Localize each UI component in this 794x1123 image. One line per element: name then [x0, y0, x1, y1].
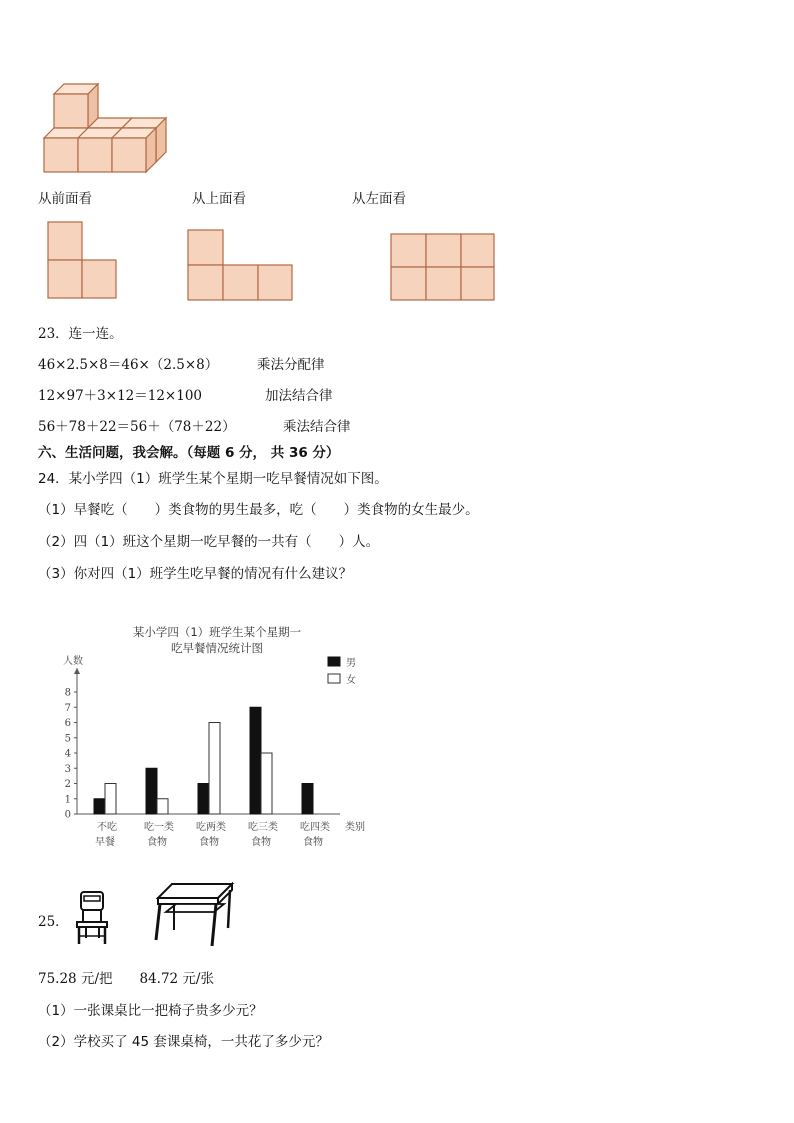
chart-y-ticks [65, 688, 77, 821]
cube-stack-figure [40, 80, 175, 175]
category-label: 吃三类 [248, 822, 278, 833]
y-tick-label: 3 [64, 763, 71, 775]
y-tick-label: 0 [64, 809, 71, 821]
bar-male-2 [198, 784, 209, 815]
left-view-label: 从左面看 [352, 191, 406, 207]
bar-male-3 [250, 707, 261, 814]
chair-icon [72, 888, 112, 948]
y-tick-label: 7 [64, 702, 71, 714]
q25-sub-2: （2）学校买了 45 套课桌椅，一共花了多少元？ [38, 1034, 329, 1050]
y-tick-label: 2 [64, 779, 71, 790]
y-tick-label: 8 [64, 687, 71, 699]
category-label: 吃四类 [300, 822, 330, 833]
category-label-line-2: 食物 [147, 837, 167, 848]
category-label-line-2: 食物 [199, 837, 219, 848]
q24-sub-2: （2）四（1）班这个星期一吃早餐的一共有（ ）人。 [38, 534, 380, 550]
q24-title: 24．某小学四（1）班学生某个星期一吃早餐情况如下图。 [38, 471, 388, 487]
chart-bars [94, 707, 313, 814]
legend-swatch-female [328, 674, 340, 683]
chart-legend [328, 657, 356, 686]
breakfast-bar-chart [55, 620, 385, 860]
chart-categories [95, 820, 330, 848]
bar-male-1 [146, 768, 157, 814]
left-view-shape [389, 232, 497, 302]
bar-male-4 [302, 784, 313, 815]
x-axis-label: 类别 [345, 822, 365, 833]
category-label: 吃一类 [144, 822, 174, 833]
bar-male-0 [94, 799, 105, 814]
category-label-line-2: 食物 [251, 837, 271, 848]
q23-law-3: 乘法结合律 [283, 419, 351, 435]
front-view-shape [46, 220, 120, 300]
bar-female-1 [157, 799, 168, 814]
chart-title-line-2: 吃早餐情况统计图 [171, 641, 263, 655]
bar-female-2 [209, 723, 220, 815]
q23-expr-2: 12×97＋3×12＝12×100 [38, 388, 203, 404]
q25-sub-1: （1）一张课桌比一把椅子贵多少元？ [38, 1003, 263, 1019]
y-axis-arrow [74, 668, 80, 674]
y-tick-label: 6 [64, 718, 71, 729]
bar-female-3 [261, 753, 272, 814]
q24-sub-3: （3）你对四（1）班学生吃早餐的情况有什么建议？ [38, 566, 353, 582]
y-tick-label: 5 [64, 733, 71, 745]
y-tick-label: 1 [64, 794, 71, 806]
legend-swatch-male [328, 657, 340, 666]
front-view-label: 从前面看 [38, 191, 92, 207]
y-tick-label: 4 [64, 748, 71, 760]
q23-expr-3: 56＋78＋22＝56＋（78＋22） [38, 419, 236, 435]
section-6-heading: 六、生活问题，我会解。（每题 6 分， 共 36 分） [38, 445, 340, 461]
q23-law-1: 乘法分配律 [257, 357, 325, 373]
category-label: 不吃 [97, 822, 117, 833]
chart-title-line-1: 某小学四（1）班学生某个星期一 [132, 625, 302, 639]
bar-female-0 [105, 784, 116, 815]
y-axis-label: 人数 [63, 656, 83, 667]
q23-expr-1: 46×2.5×8＝46×（2.5×8） [38, 357, 219, 373]
q25-number: 25． [38, 914, 69, 930]
desk-icon [152, 880, 236, 950]
top-view-shape [186, 228, 296, 302]
legend-label-male: 男 [346, 658, 356, 669]
category-label-line-2: 早餐 [95, 837, 115, 848]
q23-law-2: 加法结合律 [265, 388, 333, 404]
category-label: 吃两类 [196, 822, 226, 833]
top-view-label: 从上面看 [192, 191, 246, 207]
legend-label-female: 女 [346, 675, 356, 686]
q23-title: 23．连一连。 [38, 326, 123, 342]
q25-prices: 75.28 元/把 84.72 元/张 [38, 971, 214, 987]
category-label-line-2: 食物 [303, 837, 323, 848]
q24-sub-1: （1）早餐吃（ ）类食物的男生最多，吃（ ）类食物的女生最少。 [38, 502, 479, 518]
